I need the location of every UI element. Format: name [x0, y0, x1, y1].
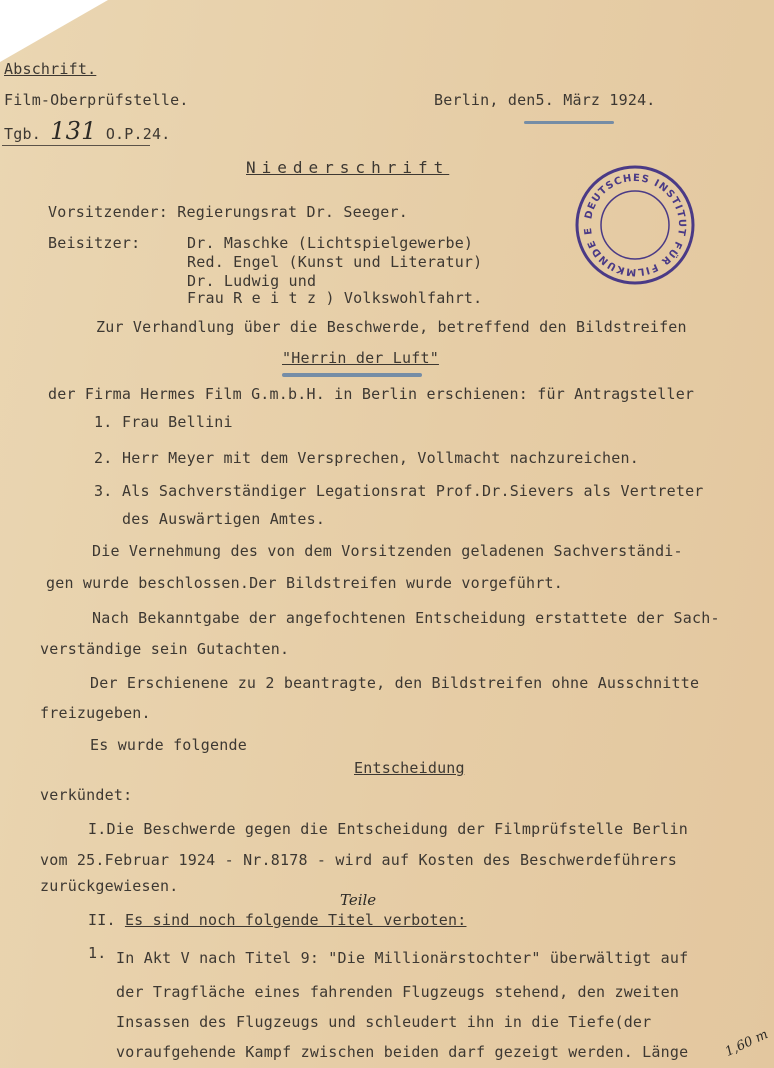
attendee-3-num: 3.: [94, 482, 113, 500]
stamp-text: DEUTSCHES INSTITUT FÜR FILMKUNDE E: [582, 172, 688, 278]
office-name: Film-Oberprüfstelle.: [4, 91, 189, 109]
item-1-line-2: der Tragfläche eines fahrenden Flugzeugs stehend, den zweiten: [116, 983, 680, 1001]
item-1-line-4: voraufgehende Kampf zwischen beiden darf gezeigt werden. Länge: [116, 1043, 689, 1061]
assessor-3: Dr. Ludwig und: [187, 272, 317, 290]
stamp-seal-icon: [572, 162, 698, 288]
decision-heading: Entscheidung: [354, 759, 465, 777]
intro-line-2: der Firma Hermes Film G.m.b.H. in Berlin erschienen: für Antragsteller: [48, 385, 695, 403]
place-date: Berlin, den5. März 1924.: [434, 91, 656, 109]
attendee-1-num: 1.: [94, 413, 113, 431]
folded-corner: [0, 0, 108, 62]
ruling-2: [88, 911, 466, 929]
paragraph-1-line-2: gen wurde beschlossen.Der Bildstreifen wurde vorgeführt.: [46, 574, 563, 592]
attendee-1: Frau Bellini: [122, 413, 233, 431]
attendee-2-num: 2.: [94, 449, 113, 467]
intro-line-1: Zur Verhandlung über die Beschwerde, betreffend den Bildstreifen: [96, 318, 687, 336]
ruling-2-text: Es sind noch folgende Titel verboten:: [124, 911, 467, 929]
chair-line: Vorsitzender: Regierungsrat Dr. Seeger.: [48, 203, 408, 221]
assessor-2: Red. Engel (Kunst und Literatur): [187, 253, 483, 271]
reference-line: [4, 117, 170, 145]
item-1-line-3: Insassen des Flugzeugs und schleudert ihn in die Tiefe(der: [116, 1013, 652, 1031]
ruling-1-line-2: vom 25.Februar 1924 - Nr.8178 - wird auf Kosten des Beschwerdeführers: [40, 851, 677, 869]
copy-label: Abschrift.: [4, 60, 97, 78]
ref-number: 131: [50, 117, 97, 145]
paragraph-2-line-2: verständige sein Gutachten.: [40, 640, 290, 658]
announced: verkündet:: [40, 786, 133, 804]
ruling-1-line-1: I.Die Beschwerde gegen die Entscheidung der Filmprüfstelle Berlin: [88, 820, 688, 838]
paragraph-2-line-1: Nach Bekanntgabe der angefochtenen Entscheidung erstattete der Sach-: [92, 609, 720, 627]
item-1-num: 1.: [88, 944, 107, 962]
header-rule: [2, 145, 150, 146]
date-underline: [524, 121, 614, 124]
film-title: "Herrin der Luft": [282, 349, 439, 367]
margin-note: 1,60 m: [722, 1027, 771, 1060]
assessor-1: Dr. Maschke (Lichtspielgewerbe): [187, 234, 474, 252]
paragraph-1-line-1: Die Vernehmung des von dem Vorsitzenden geladenen Sachverständi-: [92, 542, 683, 560]
ref-suffix: O.P.24.: [105, 125, 171, 143]
handwritten-annotation: Teile: [340, 891, 377, 909]
paragraph-3-line-2: freizugeben.: [40, 704, 151, 722]
attendee-3-line-1: Als Sachverständiger Legationsrat Prof.Dr.Sievers als Vertreter: [122, 482, 704, 500]
paragraph-3-line-1: Der Erschienene zu 2 beantragte, den Bildstreifen ohne Ausschnitte: [90, 674, 700, 692]
ruling-2-prefix: II.: [88, 911, 116, 929]
assessor-4: Frau R e i t z ) Volkswohlfahrt.: [187, 289, 483, 307]
ruling-1-line-3: zurückgewiesen.: [40, 877, 179, 895]
document-title: Niederschrift: [246, 158, 450, 177]
ref-prefix: Tgb.: [4, 125, 41, 143]
institute-stamp: [572, 162, 698, 288]
assessors-label: Beisitzer:: [48, 234, 141, 252]
item-1-line-1: In Akt V nach Titel 9: "Die Millionärstochter" überwältigt auf: [116, 949, 689, 967]
film-title-underline: [282, 373, 422, 377]
attendee-2: Herr Meyer mit dem Versprechen, Vollmacht nachzureichen.: [122, 449, 639, 467]
attendee-3-line-2: des Auswärtigen Amtes.: [122, 510, 326, 528]
paragraph-4: Es wurde folgende: [90, 736, 247, 754]
